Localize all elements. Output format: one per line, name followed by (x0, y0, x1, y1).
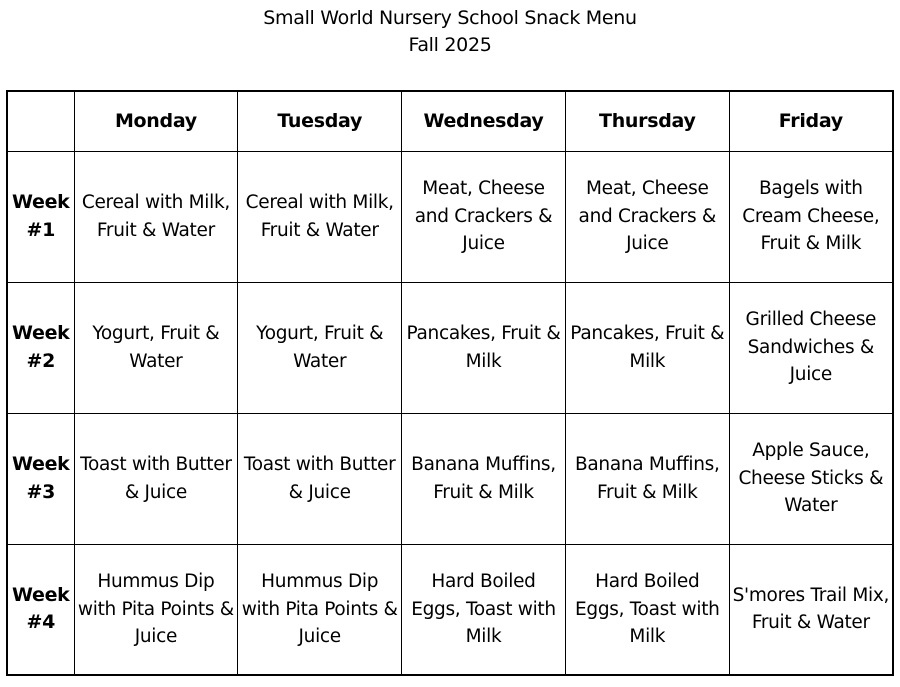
header-row (7, 91, 893, 151)
week-label: Week #1 (7, 151, 74, 282)
day-header-thursday: Thursday (565, 91, 729, 151)
snack-cell: Cereal with Milk, Fruit & Water (238, 151, 402, 282)
week-row-2 (7, 282, 893, 413)
snack-cell: Pancakes, Fruit & Milk (565, 282, 729, 413)
week-row-3 (7, 413, 893, 544)
week-label: Week #3 (7, 413, 74, 544)
corner-cell (7, 91, 74, 151)
snack-cell: Banana Muffins, Fruit & Milk (565, 413, 729, 544)
page-title: Small World Nursery School Snack Menu (263, 7, 637, 29)
day-header-wednesday: Wednesday (402, 91, 566, 151)
snack-cell: S'mores Trail Mix, Fruit & Water (729, 544, 893, 675)
snack-cell: Cereal with Milk, Fruit & Water (74, 151, 238, 282)
day-header-friday: Friday (729, 91, 893, 151)
snack-cell: Pancakes, Fruit & Milk (402, 282, 566, 413)
snack-cell: Yogurt, Fruit & Water (74, 282, 238, 413)
day-header-tuesday: Tuesday (238, 91, 402, 151)
snack-cell: Toast with Butter & Juice (238, 413, 402, 544)
snack-cell: Yogurt, Fruit & Water (238, 282, 402, 413)
snack-cell: Banana Muffins, Fruit & Milk (402, 413, 566, 544)
snack-cell: Bagels with Cream Cheese, Fruit & Milk (729, 151, 893, 282)
snack-cell: Apple Sauce, Cheese Sticks & Water (729, 413, 893, 544)
day-header-monday: Monday (74, 91, 238, 151)
snack-cell: Meat, Cheese and Crackers & Juice (402, 151, 566, 282)
snack-cell: Meat, Cheese and Crackers & Juice (565, 151, 729, 282)
page-subtitle: Fall 2025 (408, 34, 492, 56)
snack-cell: Hard Boiled Eggs, Toast with Milk (402, 544, 566, 675)
snack-menu-table (6, 90, 894, 676)
snack-cell: Grilled Cheese Sandwiches & Juice (729, 282, 893, 413)
snack-cell: Toast with Butter & Juice (74, 413, 238, 544)
snack-cell: Hummus Dip with Pita Points & Juice (74, 544, 238, 675)
week-label: Week #2 (7, 282, 74, 413)
week-row-4 (7, 544, 893, 675)
snack-cell: Hummus Dip with Pita Points & Juice (238, 544, 402, 675)
week-label: Week #4 (7, 544, 74, 675)
snack-cell: Hard Boiled Eggs, Toast with Milk (565, 544, 729, 675)
week-row-1 (7, 151, 893, 282)
